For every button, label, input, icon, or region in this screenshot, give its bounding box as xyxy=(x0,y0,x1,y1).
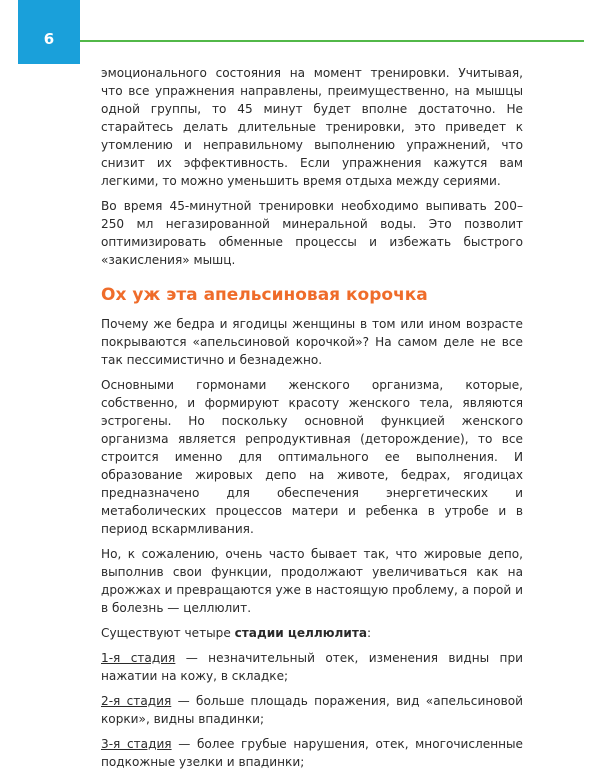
paragraph: Но, к сожалению, очень часто бывает так, что жировые депо, выполнив свои функции, продолжают увеличиваться как на дрожжах и превращаются уже в настоящую проблему, а порой и в болезнь — целлюлит. xyxy=(101,547,523,615)
page-content xyxy=(101,64,523,778)
stage-item xyxy=(101,735,523,771)
stages-intro-text: Существуют четыре xyxy=(101,626,235,640)
stage-item xyxy=(101,649,523,685)
stages-intro xyxy=(101,624,523,642)
page-number-tab xyxy=(18,0,80,64)
stage-text: — более грубые нарушения, отек, многочисленные подкожные узелки и впадинки; xyxy=(101,737,523,769)
stages-intro-bold: стадии целлюлита xyxy=(234,626,368,640)
header-rule xyxy=(80,40,584,42)
stage-text: — больше площадь поражения, вид «апельсиновой корки», видны впадинки; xyxy=(101,694,524,726)
paragraph: Почему же бедра и ягодицы женщины в том или ином возрасте покрываются «апельсиновой корочкой»? На самом деле не все так пессимистично и безнадежно. xyxy=(101,317,523,367)
paragraph: эмоционального состояния на момент тренировки. Учитывая, что все упражнения направлены, преимущественно, на мышцы одной группы, то 45 минут будет вполне достаточно. Не старайтесь делать длительные тренировки, это приведет к утомлению и неправильному выполнению упражнений, что снизит их эффективность. Если упражнения кажутся вам легкими, то можно уменьшить время отдыха между сериями. xyxy=(101,66,523,188)
stage-label: 3-я стадия xyxy=(101,737,172,751)
stage-text: — незначительный отек, изменения видны при нажатии на кожу, в складке; xyxy=(101,651,523,683)
stage-label: 2-я стадия xyxy=(101,694,172,708)
section-heading: Ох уж эта апельсиновая корочка xyxy=(101,285,428,305)
page-number: 6 xyxy=(43,30,55,48)
stages-intro-after: : xyxy=(367,626,372,640)
paragraph: Основными гормонами женского организма, которые, собственно, и формируют красоту женского тела, являются эстрогены. Но поскольку основной функцией женского организма является репродуктивная (деторождение), то все строится именно для оптимального ее выполнения. И образование жировых депо на животе, бедрах, ягодицах предназначено для обеспечения энергетических и метаболических процессов матери и ребенка в утробе и в период вскармливания. xyxy=(101,378,523,536)
stage-item xyxy=(101,692,523,728)
paragraph: Во время 45-минутной тренировки необходимо выпивать 200–250 мл негазированной минеральной воды. Это позволит оптимизировать обменные процессы и избежать быстрого «закисления» мышц. xyxy=(101,199,523,267)
stage-label: 1-я стадия xyxy=(101,651,176,665)
